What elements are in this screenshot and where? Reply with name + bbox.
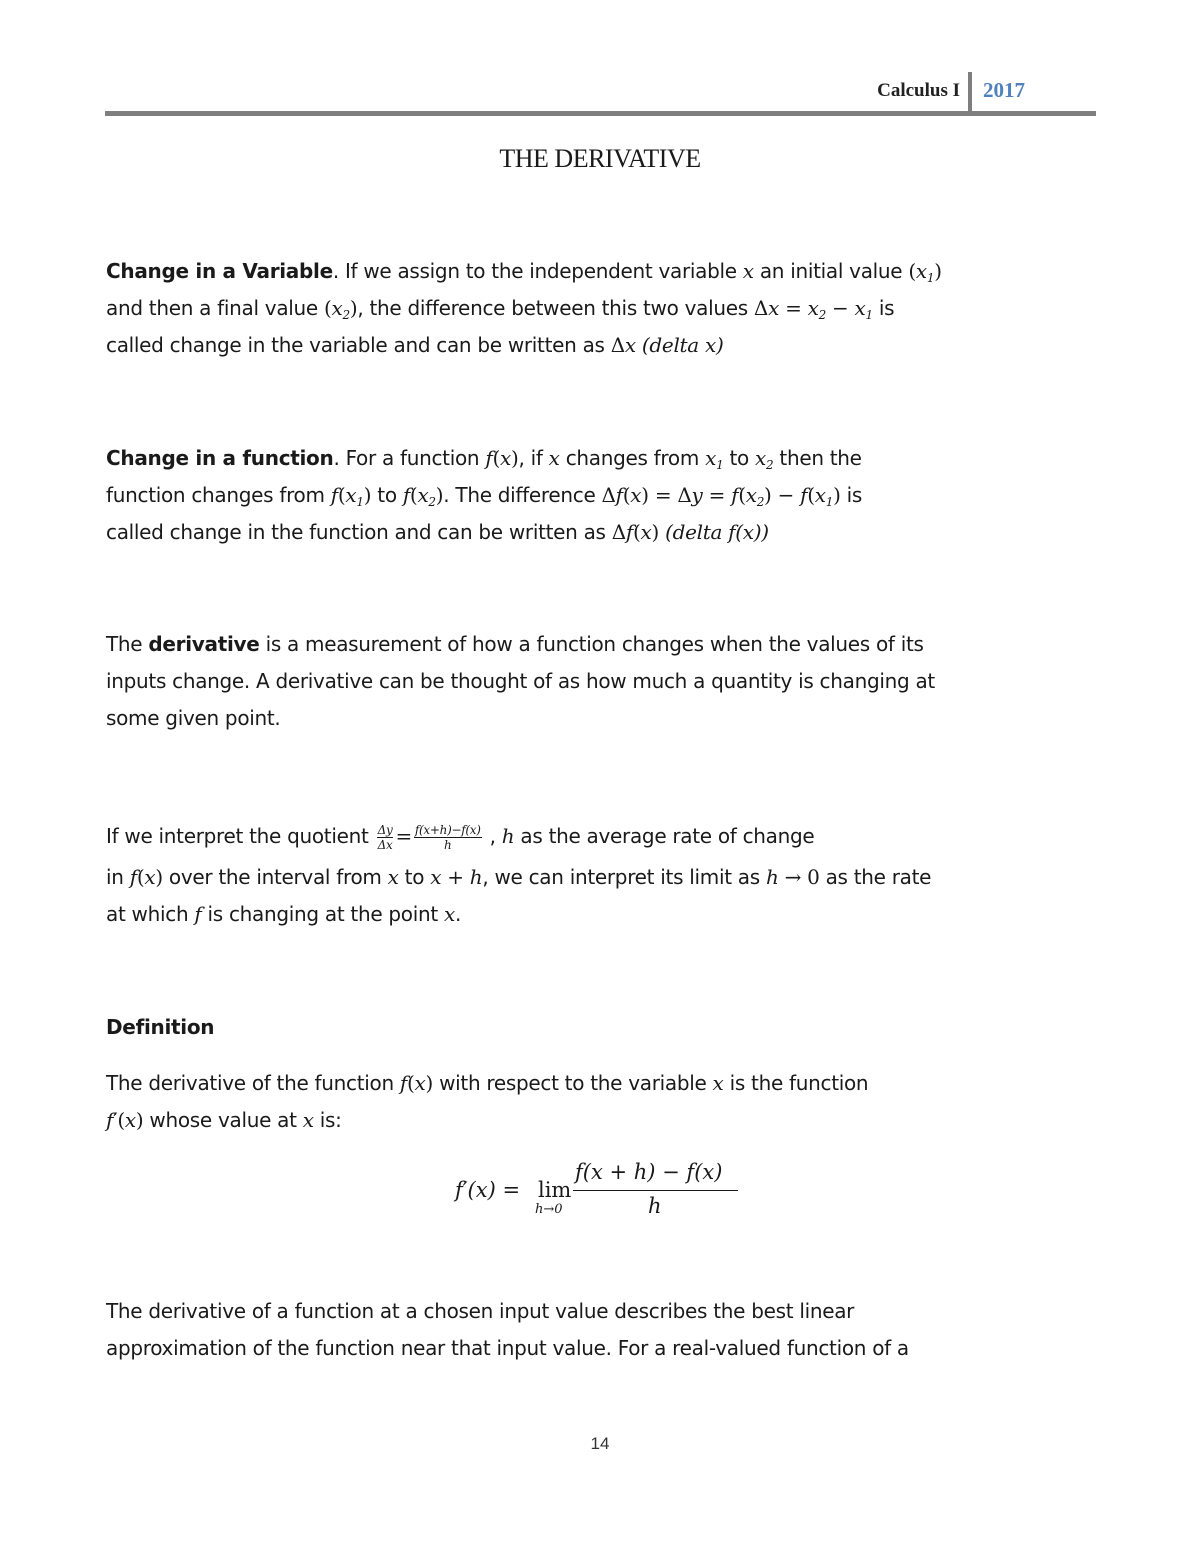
- text: ,: [483, 824, 502, 848]
- change-function-line-3: [106, 518, 769, 546]
- text: The: [106, 632, 149, 656]
- difference-quotient-fraction: [414, 823, 482, 852]
- text: . If we assign to the independent variable: [332, 259, 743, 283]
- closing-line-1: The derivative of a function at a chosen input value describes the best linear: [106, 1299, 855, 1323]
- fraction-numerator: f(x+h)−f(x): [414, 823, 481, 837]
- change-variable-heading: Change in a Variable: [106, 259, 333, 283]
- math: h: [501, 824, 515, 848]
- text: whose value at: [143, 1108, 303, 1132]
- math: f: [194, 902, 202, 926]
- text: The derivative of the function: [106, 1071, 400, 1095]
- text: is: [872, 296, 895, 320]
- text: with respect to the variable: [433, 1071, 713, 1095]
- text: is the function: [723, 1071, 869, 1095]
- change-function-line-1: [106, 444, 862, 479]
- text: , if: [518, 446, 549, 470]
- math: x: [302, 1108, 314, 1132]
- text: to: [398, 865, 431, 889]
- text: and then a final value: [106, 296, 324, 320]
- math: f(x): [399, 1071, 434, 1095]
- change-function-heading: Change in a function: [106, 446, 334, 470]
- fraction-denominator: h: [444, 838, 452, 852]
- change-variable-line-1: [106, 257, 942, 292]
- text: is changing at the point: [201, 902, 444, 926]
- change-function-line-2: [106, 481, 862, 516]
- math: $f(x_2)$: [402, 483, 444, 509]
- math: Δx: [610, 333, 636, 357]
- math: x: [742, 259, 754, 283]
- formula-numerator: f(x + h) − f(x): [575, 1160, 723, 1184]
- text: function changes from: [106, 483, 331, 507]
- math: $\Delta x = x_2 - x_1$: [753, 296, 873, 322]
- text: is:: [313, 1108, 342, 1132]
- math: =: [395, 824, 412, 848]
- definition-line-1: [106, 1069, 868, 1097]
- math: f: [485, 446, 493, 470]
- text: changes from: [559, 446, 706, 470]
- closing-line-2: approximation of the function near that input value. For a real-valued function of a: [106, 1336, 909, 1360]
- math: $x_1$: [705, 446, 724, 472]
- math: (delta f(x)): [659, 520, 769, 544]
- definition-heading-line: [106, 1013, 214, 1041]
- text: . The difference: [443, 483, 602, 507]
- text: . For a function: [333, 446, 486, 470]
- fraction-numerator: Δy: [377, 823, 393, 837]
- math: (delta x): [635, 333, 724, 357]
- math: x + h: [430, 865, 483, 889]
- text: called change in the function and can be written as: [106, 520, 612, 544]
- text: in: [106, 865, 130, 889]
- math: Δf(x): [611, 520, 660, 544]
- fraction-denominator: Δx: [377, 838, 393, 852]
- change-variable-line-2: [106, 294, 894, 329]
- math: $\Delta f(x) = \Delta y = f(x_2) - f(x_1)$: [601, 483, 841, 509]
- text: an initial value: [753, 259, 909, 283]
- derivative-intro-line-3: some given point.: [106, 706, 281, 730]
- math: x: [548, 446, 560, 470]
- quotient-line-1: [106, 822, 814, 852]
- page-title: THE DERIVATIVE: [499, 144, 701, 173]
- delta-quotient-fraction: [377, 823, 394, 852]
- header-year: 2017: [983, 78, 1025, 102]
- change-variable-line-3: [106, 331, 723, 359]
- formula-lim-subscript: h→0: [535, 1202, 563, 1217]
- derivative-term: derivative: [148, 632, 260, 656]
- text: called change in the variable and can be written as: [106, 333, 611, 357]
- text: , the difference between this two values: [357, 296, 754, 320]
- header-divider: [968, 72, 972, 116]
- header-rule: [105, 111, 1096, 116]
- math: x: [387, 865, 399, 889]
- math: x: [443, 902, 455, 926]
- header-course: Calculus I: [877, 80, 960, 101]
- definition-heading: Definition: [106, 1015, 215, 1039]
- text: is a measurement of how a function changes when the values of its: [259, 632, 924, 656]
- text: over the interval from: [162, 865, 388, 889]
- math: (x): [492, 446, 519, 470]
- math: x: [712, 1071, 724, 1095]
- math: f(x): [129, 865, 163, 889]
- formula-lhs: f′(x) =: [455, 1178, 521, 1202]
- formula-denominator: h: [648, 1194, 662, 1218]
- text: is: [840, 483, 863, 507]
- derivative-intro-line-1: [106, 630, 924, 658]
- math: $f(x_1)$: [330, 483, 372, 509]
- text: then the: [773, 446, 862, 470]
- definition-line-2: [106, 1106, 342, 1134]
- math: $(x_2)$: [323, 296, 358, 322]
- quotient-line-3: [106, 900, 461, 928]
- derivative-intro-line-2: inputs change. A derivative can be thought of as how much a quantity is changing at: [106, 669, 935, 693]
- text: to: [723, 446, 756, 470]
- text: If we interpret the quotient: [106, 824, 375, 848]
- math: f′(x): [106, 1108, 144, 1132]
- formula-fraction-bar: [573, 1190, 738, 1191]
- text: , we can interpret its limit as: [482, 865, 766, 889]
- text: as the rate: [819, 865, 932, 889]
- math: $x_2$: [755, 446, 774, 472]
- text: to: [371, 483, 403, 507]
- text: .: [454, 902, 462, 926]
- text: as the average rate of change: [514, 824, 815, 848]
- page-number: 14: [590, 1434, 610, 1453]
- quotient-line-2: [106, 863, 931, 891]
- formula-lim: lim: [538, 1178, 572, 1202]
- math: h → 0: [765, 865, 820, 889]
- math: $(x_1)$: [908, 259, 942, 285]
- text: at which: [106, 902, 195, 926]
